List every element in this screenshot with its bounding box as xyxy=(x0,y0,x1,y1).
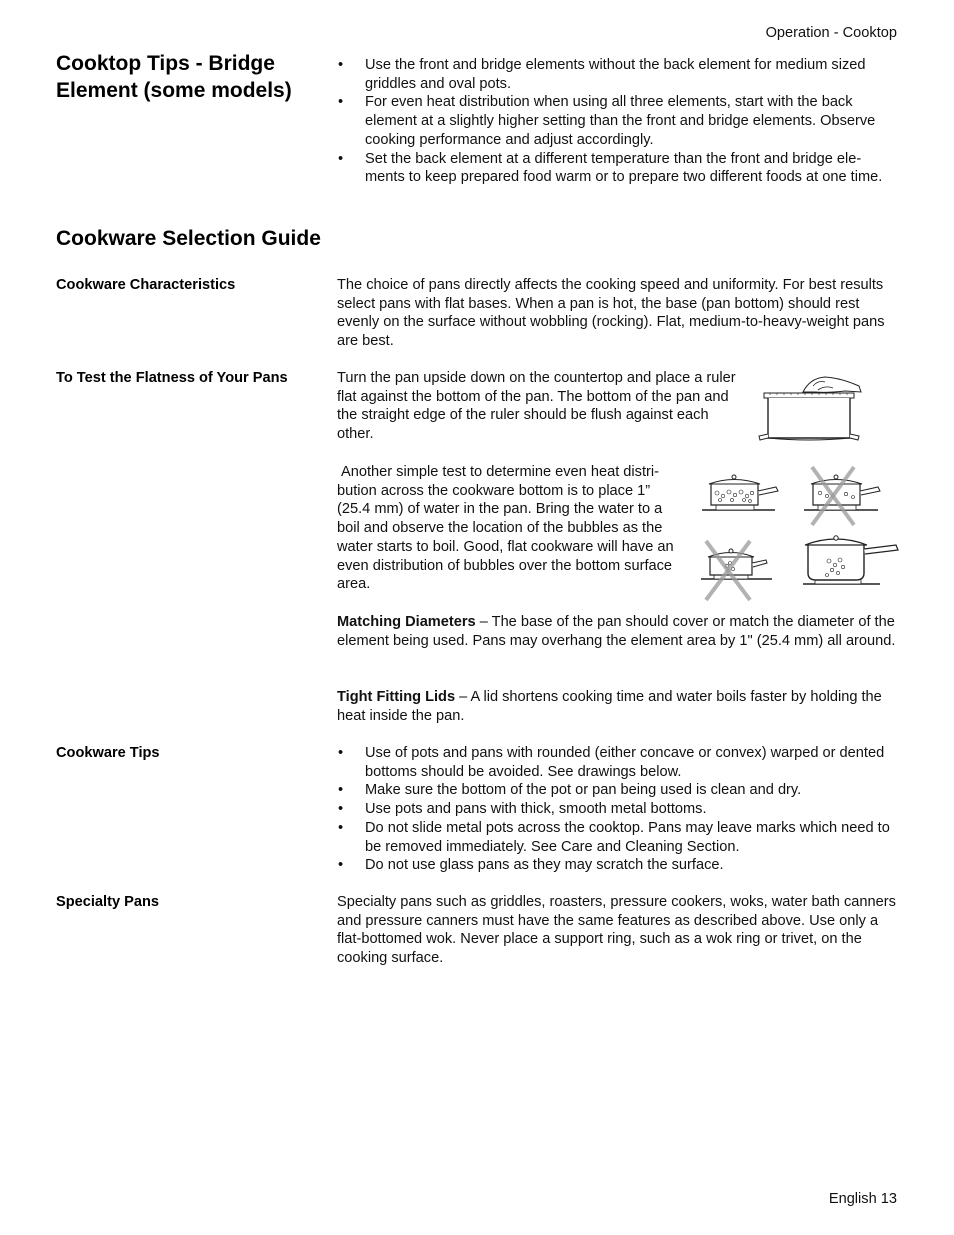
list-item: • Use the front and bridge elements without the back element for medium sized griddles and oval pots. xyxy=(337,56,899,93)
ruler-test-illustration xyxy=(755,374,865,446)
matching-diameters-term: Matching Diameters xyxy=(337,614,476,630)
list-item: • Use of pots and pans with rounded (either concave or convex) warped or dented bottoms should be avoided. See drawings below. xyxy=(337,744,899,781)
warped-pan-bad-icon xyxy=(804,467,880,525)
specialty-pans-label: Specialty Pans xyxy=(56,894,160,910)
matching-diameters-desc: – The base of the pan should cover or match the diameter of the element being used. Pans may overhang the element area by 1" (25.4 mm) all around. xyxy=(337,614,896,649)
tight-lids-term: Tight Fitting Lids xyxy=(337,689,456,705)
bridge-title-line1: Cooktop Tips - Bridge xyxy=(56,52,275,75)
guide-title: Cookware Selection Guide xyxy=(56,227,321,250)
cookware-tips-label: Cookware Tips xyxy=(56,745,160,761)
convex-pan-bad-icon xyxy=(701,541,772,600)
list-item: • Do not slide metal pots across the cooktop. Pans may leave marks which need to be removed immediately. See Care and Cleaning Section. xyxy=(337,819,899,856)
bridge-section-title xyxy=(56,50,326,104)
page-header: Operation - Cooktop xyxy=(765,25,897,41)
list-item: • Make sure the bottom of the pot or pan being used is clean and dry. xyxy=(337,781,899,800)
list-item: • Use pots and pans with thick, smooth metal bottoms. xyxy=(337,800,899,819)
list-item: • Do not use glass pans as they may scratch the surface. xyxy=(337,856,899,875)
list-item: • Set the back element at a different temperature than the front and bridge ele-ments to keep prepared food warm or to prepare two different foods at one time. xyxy=(337,150,899,187)
bridge-title-line2: Element (some models) xyxy=(56,79,292,102)
tight-lids-desc: – A lid shortens cooking time and water boils faster by holding the heat inside the pan. xyxy=(337,689,882,724)
cookware-tips-list xyxy=(337,744,899,875)
characteristics-label: Cookware Characteristics xyxy=(56,277,236,293)
matching-diameters-text xyxy=(337,613,899,650)
bridge-tips-list xyxy=(337,56,899,187)
characteristics-text: The choice of pans directly affects the cooking speed and uniformity. For best results select pans with flat bases. When a pan is hot, the base (pan bottom) should rest evenly on the surface without wobbling (rocking). Flat, medium-to-heavy-weight pans are best. xyxy=(337,277,885,350)
flat-pan-good-icon xyxy=(702,475,778,510)
flatness-label: To Test the Flatness of Your Pans xyxy=(56,370,288,386)
list-item: • For even heat distribution when using all three elements, start with the back element at a slightly higher setting than the front and bridge elements. Observe cooking performance and adjust accordingly. xyxy=(337,93,899,149)
flatness-text-ruler: Turn the pan upside down on the countertop and place a ruler flat against the bottom of the pan. The bottom of the pan and the straight edge of the ruler should be flush against each other. xyxy=(337,370,736,443)
specialty-pans-text: Specialty pans such as griddles, roasters, pressure cookers, woks, water bath canners and pressure canners must have the same features as described above. Use only a flat-bottomed wok. Never place a support ring, such as a wok ring or trivet, on the cooking surface. xyxy=(337,894,896,967)
tight-lids-text xyxy=(337,688,899,725)
page-footer: English 13 xyxy=(828,1191,897,1207)
large-pan-good-icon xyxy=(803,536,898,584)
boil-test-illustrations xyxy=(700,463,900,603)
flatness-text-boil: Another simple test to determine even heat distri-bution across the cookware bottom is to place 1” (25.4 mm) of water in the pan. Bring the water to a boil and observe the location of the bubbles as the water starts to boil. Good, flat cookware will have an even distribution of bubbles over the bottom surface area. xyxy=(337,464,674,593)
